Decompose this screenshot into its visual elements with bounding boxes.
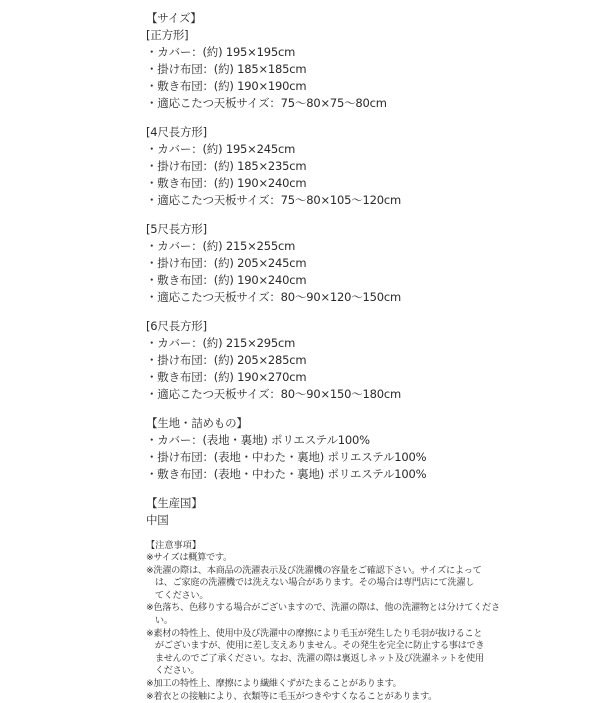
notes-section	[146, 539, 586, 703]
size-4shaku-comforter: ・掛け布団：(約) 185×235cm	[146, 159, 307, 173]
size-4shaku	[146, 124, 586, 209]
size-5shaku-comforter: ・掛け布団：(約) 205×245cm	[146, 256, 307, 270]
notes-line: ※サイズは概算です。	[146, 552, 232, 563]
notes-title: 【注意事項】	[146, 540, 202, 551]
notes-line: ※加工の特性上、摩擦により繊維くずがたまることがあります。	[146, 677, 402, 689]
notes-line: てください。	[146, 589, 209, 601]
size-4shaku-title: [4尺長方形]	[146, 125, 207, 139]
size-5shaku-mattress: ・敷き布団：(約) 190×240cm	[146, 273, 307, 287]
size-square-title: [正方形]	[146, 28, 189, 42]
notes-line: ※着衣との接触により、衣類等に毛玉がつきやすくなることがあります。	[146, 690, 438, 702]
notes-line: ください。	[146, 665, 200, 677]
material-comforter: ・掛け布団：(表地・中わた・裏地) ポリエステル100%	[146, 450, 427, 464]
size-5shaku-cover: ・カバー：(約) 215×255cm	[146, 239, 296, 253]
size-square	[146, 27, 586, 112]
size-header: 【サイズ】	[146, 11, 202, 25]
origin-value: 中国	[146, 513, 169, 527]
material-cover: ・カバー：(表地・裏地) ポリエステル100%	[146, 433, 370, 447]
notes-line: ませんのでご了承ください。なお、洗濯の際は裏返しネット及び洗濯ネットを使用	[146, 652, 484, 664]
size-6shaku-table: ・適応こたつ天板サイズ：80～90×150～180cm	[146, 387, 402, 401]
size-4shaku-cover: ・カバー：(約) 195×245cm	[146, 142, 296, 156]
size-5shaku	[146, 221, 586, 306]
product-spec-document	[146, 10, 586, 703]
origin-section	[146, 495, 586, 529]
size-square-table: ・適応こたつ天板サイズ：75～80×75～80cm	[146, 96, 387, 110]
size-square-comforter: ・掛け布団：(約) 185×185cm	[146, 62, 307, 76]
size-6shaku-comforter: ・掛け布団：(約) 205×285cm	[146, 353, 307, 367]
size-6shaku-mattress: ・敷き布団：(約) 190×270cm	[146, 370, 307, 384]
size-6shaku	[146, 318, 586, 403]
notes-line: ※色落ち、色移りする場合がございますので、洗濯の際は、他の洗濯物とは分けてくださ	[146, 602, 500, 614]
size-6shaku-cover: ・カバー：(約) 215×295cm	[146, 336, 296, 350]
size-square-mattress: ・敷き布団：(約) 190×190cm	[146, 79, 307, 93]
size-4shaku-table: ・適応こたつ天板サイズ：75～80×105～120cm	[146, 193, 402, 207]
size-4shaku-mattress: ・敷き布団：(約) 190×240cm	[146, 176, 307, 190]
size-square-cover: ・カバー：(約) 195×195cm	[146, 45, 296, 59]
size-6shaku-title: [6尺長方形]	[146, 319, 207, 333]
material-section	[146, 415, 586, 483]
origin-title: 【生産国】	[146, 496, 203, 510]
notes-line: は、ご家庭の洗濯機では洗えない場合があります。その場合は専門店にて洗濯し	[146, 577, 475, 589]
notes-line: ※素材の特性上、使用中及び洗濯中の摩擦により毛玉が発生したり毛羽が抜けること	[146, 627, 483, 639]
notes-line: がございますが、使用に差し支えありません。その発生を完全に防止する事はでき	[146, 640, 485, 652]
size-5shaku-table: ・適応こたつ天板サイズ：80～90×120～150cm	[146, 290, 402, 304]
material-title: 【生地・詰めもの】	[146, 416, 248, 430]
size-5shaku-title: [5尺長方形]	[146, 222, 207, 236]
notes-line: い。	[146, 614, 173, 626]
notes-line: ※洗濯の際は、本商品の洗濯表示及び洗濯機の容量をご確認下さい。サイズによって	[146, 564, 482, 576]
material-mattress: ・敷き布団：(表地・中わた・裏地) ポリエステル100%	[146, 467, 427, 481]
